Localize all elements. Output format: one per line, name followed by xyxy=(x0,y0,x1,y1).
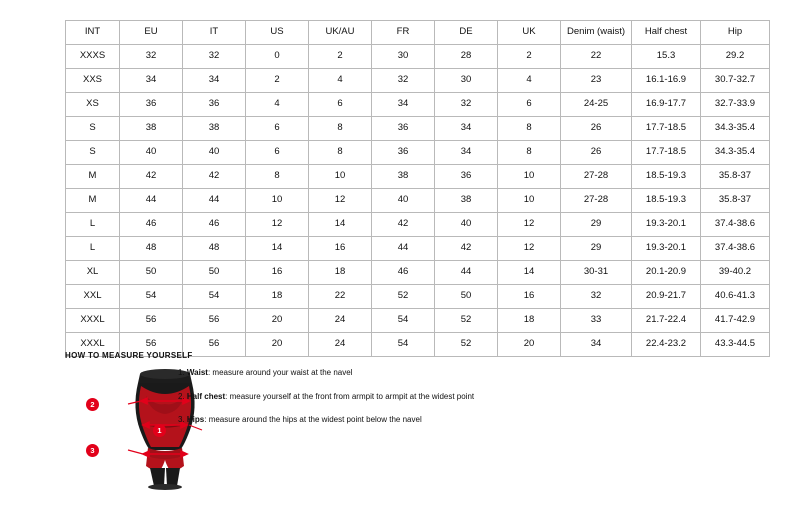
table-row xyxy=(66,45,770,69)
table-cell: 54 xyxy=(120,285,183,309)
table-cell: 19.3-20.1 xyxy=(632,237,701,261)
table-cell: 39-40.2 xyxy=(701,261,770,285)
table-cell: 40 xyxy=(120,141,183,165)
table-cell: S xyxy=(66,117,120,141)
table-row xyxy=(66,237,770,261)
table-cell: 10 xyxy=(309,165,372,189)
table-row xyxy=(66,261,770,285)
table-cell: 30 xyxy=(372,45,435,69)
table-cell: 18.5-19.3 xyxy=(632,165,701,189)
table-cell: 36 xyxy=(183,93,246,117)
table-cell: 50 xyxy=(120,261,183,285)
table-cell: 16.9-17.7 xyxy=(632,93,701,117)
table-cell: 42 xyxy=(372,213,435,237)
table-cell: 42 xyxy=(435,237,498,261)
table-cell: 56 xyxy=(120,333,183,357)
table-cell: S xyxy=(66,141,120,165)
table-cell: 54 xyxy=(183,285,246,309)
table-cell: 32 xyxy=(372,69,435,93)
table-cell: 38 xyxy=(183,117,246,141)
column-header: IT xyxy=(183,21,246,45)
table-cell: 27-28 xyxy=(561,189,632,213)
table-cell: 17.7-18.5 xyxy=(632,117,701,141)
table-cell: 44 xyxy=(372,237,435,261)
table-cell: 20 xyxy=(246,309,309,333)
table-cell: 12 xyxy=(498,237,561,261)
table-cell: 44 xyxy=(120,189,183,213)
table-cell: 34 xyxy=(561,333,632,357)
table-cell: L xyxy=(66,213,120,237)
table-cell: 34 xyxy=(372,93,435,117)
size-table-container xyxy=(65,20,756,357)
table-cell: 38 xyxy=(435,189,498,213)
measure-badge-3: 3 xyxy=(86,444,99,457)
instruction-term: Hips xyxy=(186,415,205,425)
table-cell: 6 xyxy=(498,93,561,117)
table-cell: 35.8-37 xyxy=(701,165,770,189)
instruction-term: Half chest xyxy=(186,391,226,401)
table-cell: 38 xyxy=(372,165,435,189)
table-cell: 8 xyxy=(498,141,561,165)
table-cell: 12 xyxy=(246,213,309,237)
how-to-measure-heading: HOW TO MEASURE YOURSELF xyxy=(65,351,193,360)
column-header: EU xyxy=(120,21,183,45)
table-cell: 56 xyxy=(183,309,246,333)
instruction-text: : measure yourself at the front from armpit to armpit at the widest point xyxy=(225,391,475,401)
table-cell: 52 xyxy=(435,309,498,333)
table-cell: 2 xyxy=(498,45,561,69)
table-cell: 27-28 xyxy=(561,165,632,189)
column-header: UK/AU xyxy=(309,21,372,45)
table-cell: 4 xyxy=(309,69,372,93)
table-row xyxy=(66,165,770,189)
table-cell: 2 xyxy=(246,69,309,93)
measure-instructions xyxy=(178,368,598,439)
table-cell: 29.2 xyxy=(701,45,770,69)
table-cell: 22 xyxy=(561,45,632,69)
table-cell: 17.7-18.5 xyxy=(632,141,701,165)
table-cell: 20.1-20.9 xyxy=(632,261,701,285)
table-cell: 14 xyxy=(498,261,561,285)
table-cell: 28 xyxy=(435,45,498,69)
table-cell: 29 xyxy=(561,213,632,237)
column-header: INT xyxy=(66,21,120,45)
table-cell: 24-25 xyxy=(561,93,632,117)
instruction-number: 2. xyxy=(178,391,185,401)
column-header: DE xyxy=(435,21,498,45)
table-cell: 38 xyxy=(120,117,183,141)
table-cell: 16 xyxy=(246,261,309,285)
table-cell: 20.9-21.7 xyxy=(632,285,701,309)
table-cell: 40 xyxy=(183,141,246,165)
instruction-half-chest xyxy=(178,392,598,402)
table-cell: 46 xyxy=(120,213,183,237)
table-cell: 16 xyxy=(498,285,561,309)
table-cell: 10 xyxy=(246,189,309,213)
table-cell: 6 xyxy=(309,93,372,117)
table-cell: XXXL xyxy=(66,309,120,333)
table-cell: 36 xyxy=(372,117,435,141)
column-header: UK xyxy=(498,21,561,45)
table-cell: 34 xyxy=(120,69,183,93)
table-row xyxy=(66,69,770,93)
table-cell: XXXS xyxy=(66,45,120,69)
table-cell: 20 xyxy=(498,333,561,357)
table-cell: 42 xyxy=(120,165,183,189)
column-header: FR xyxy=(372,21,435,45)
instruction-number: 1. xyxy=(178,368,185,377)
instruction-waist xyxy=(178,368,598,378)
table-cell: 32 xyxy=(183,45,246,69)
table-cell: 26 xyxy=(561,141,632,165)
table-row xyxy=(66,213,770,237)
table-cell: 40 xyxy=(435,213,498,237)
table-cell: 36 xyxy=(372,141,435,165)
table-cell: 12 xyxy=(498,213,561,237)
column-header: Denim (waist) xyxy=(561,21,632,45)
table-cell: 56 xyxy=(183,333,246,357)
table-cell: 22 xyxy=(309,285,372,309)
table-cell: 23 xyxy=(561,69,632,93)
table-cell: 33 xyxy=(561,309,632,333)
column-header: Hip xyxy=(701,21,770,45)
table-cell: XXS xyxy=(66,69,120,93)
table-cell: 36 xyxy=(120,93,183,117)
table-cell: XXXL xyxy=(66,333,120,357)
table-cell: 22.4-23.2 xyxy=(632,333,701,357)
table-cell: 24 xyxy=(309,333,372,357)
table-cell: 12 xyxy=(309,189,372,213)
size-conversion-table xyxy=(65,20,770,357)
table-cell: 32.7-33.9 xyxy=(701,93,770,117)
table-cell: 18.5-19.3 xyxy=(632,189,701,213)
table-cell: 0 xyxy=(246,45,309,69)
table-row xyxy=(66,189,770,213)
column-header: US xyxy=(246,21,309,45)
instruction-number: 3. xyxy=(178,415,185,425)
table-cell: 37.4-38.6 xyxy=(701,237,770,261)
measure-badge-1: 1 xyxy=(153,424,166,437)
table-cell: 43.3-44.5 xyxy=(701,333,770,357)
table-cell: 8 xyxy=(246,165,309,189)
table-cell: 35.8-37 xyxy=(701,189,770,213)
table-cell: 52 xyxy=(372,285,435,309)
table-cell: 8 xyxy=(498,117,561,141)
table-cell: 36 xyxy=(435,165,498,189)
table-cell: 46 xyxy=(372,261,435,285)
table-cell: 19.3-20.1 xyxy=(632,213,701,237)
table-cell: 54 xyxy=(372,333,435,357)
table-cell: 16.1-16.9 xyxy=(632,69,701,93)
table-cell: 50 xyxy=(183,261,246,285)
table-cell: 8 xyxy=(309,141,372,165)
table-cell: 48 xyxy=(183,237,246,261)
table-cell: 34 xyxy=(435,117,498,141)
table-cell: 34.3-35.4 xyxy=(701,117,770,141)
table-cell: 18 xyxy=(498,309,561,333)
table-cell: 32 xyxy=(561,285,632,309)
instruction-hips xyxy=(178,415,598,425)
table-cell: 21.7-22.4 xyxy=(632,309,701,333)
table-cell: XS xyxy=(66,93,120,117)
table-cell: 29 xyxy=(561,237,632,261)
table-cell: 44 xyxy=(435,261,498,285)
table-cell: 56 xyxy=(120,309,183,333)
instruction-term: Waist xyxy=(186,368,208,377)
table-cell: 16 xyxy=(309,237,372,261)
table-row xyxy=(66,309,770,333)
table-cell: 26 xyxy=(561,117,632,141)
table-row xyxy=(66,285,770,309)
table-cell: 6 xyxy=(246,141,309,165)
table-cell: 14 xyxy=(309,213,372,237)
table-cell: M xyxy=(66,165,120,189)
table-cell: 42 xyxy=(183,165,246,189)
table-cell: 34 xyxy=(435,141,498,165)
table-cell: 18 xyxy=(246,285,309,309)
table-cell: 4 xyxy=(498,69,561,93)
table-cell: 50 xyxy=(435,285,498,309)
table-cell: 6 xyxy=(246,117,309,141)
table-cell: 41.7-42.9 xyxy=(701,309,770,333)
table-cell: 10 xyxy=(498,189,561,213)
table-cell: 14 xyxy=(246,237,309,261)
table-cell: 30.7-32.7 xyxy=(701,69,770,93)
table-cell: 44 xyxy=(183,189,246,213)
table-header-row xyxy=(66,21,770,45)
table-cell: XXL xyxy=(66,285,120,309)
measure-badge-2: 2 xyxy=(86,398,99,411)
table-cell: 40.6-41.3 xyxy=(701,285,770,309)
table-cell: 34 xyxy=(183,69,246,93)
table-cell: 24 xyxy=(309,309,372,333)
table-cell: 18 xyxy=(309,261,372,285)
table-cell: 32 xyxy=(435,93,498,117)
table-cell: 30 xyxy=(435,69,498,93)
table-cell: 4 xyxy=(246,93,309,117)
table-cell: 2 xyxy=(309,45,372,69)
table-row xyxy=(66,117,770,141)
table-cell: 30-31 xyxy=(561,261,632,285)
instruction-text: : measure around your waist at the navel xyxy=(207,368,353,377)
table-cell: 15.3 xyxy=(632,45,701,69)
table-cell: 20 xyxy=(246,333,309,357)
column-header: Half chest xyxy=(632,21,701,45)
table-row xyxy=(66,93,770,117)
table-cell: 8 xyxy=(309,117,372,141)
table-cell: M xyxy=(66,189,120,213)
table-cell: 48 xyxy=(120,237,183,261)
table-cell: XL xyxy=(66,261,120,285)
table-cell: 10 xyxy=(498,165,561,189)
table-cell: L xyxy=(66,237,120,261)
table-cell: 34.3-35.4 xyxy=(701,141,770,165)
table-cell: 54 xyxy=(372,309,435,333)
table-cell: 40 xyxy=(372,189,435,213)
instruction-text: : measure around the hips at the widest point below the navel xyxy=(204,415,422,425)
table-cell: 32 xyxy=(120,45,183,69)
table-cell: 46 xyxy=(183,213,246,237)
table-row xyxy=(66,141,770,165)
table-cell: 37.4-38.6 xyxy=(701,213,770,237)
table-cell: 52 xyxy=(435,333,498,357)
